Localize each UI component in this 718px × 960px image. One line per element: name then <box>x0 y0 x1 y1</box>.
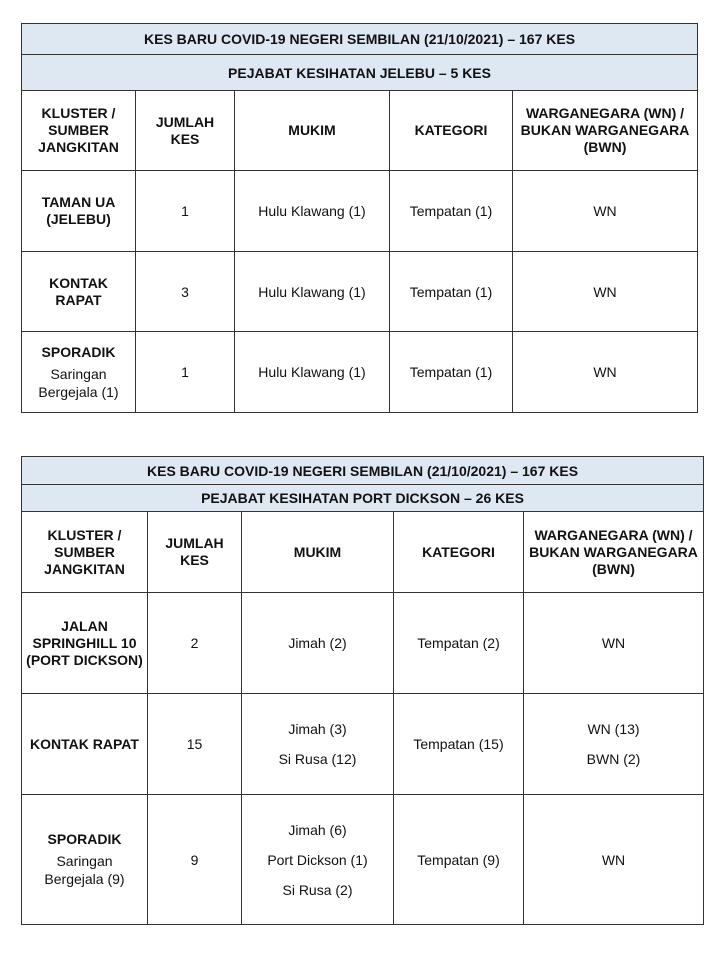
cluster-cell <box>22 171 136 252</box>
cluster-name: SPORADIK <box>41 343 116 360</box>
table-title: KES BARU COVID-19 NEGERI SEMBILAN (21/10/2021) – 167 KES <box>22 24 698 55</box>
jumlah-cell: 1 <box>136 171 235 252</box>
header-mukim: MUKIM <box>235 91 390 171</box>
mukim-entry: Jimah (6) <box>288 821 347 838</box>
cluster-cell <box>22 795 148 925</box>
table-row <box>22 593 704 694</box>
mukim-entry: Si Rusa (12) <box>278 751 357 767</box>
cluster-name: KONTAK RAPAT <box>49 274 108 308</box>
mukim-entry: Port Dickson (1) <box>267 851 368 868</box>
kategori-cell: Tempatan (15) <box>394 694 524 795</box>
kategori-cell: Tempatan (1) <box>390 171 513 252</box>
office-title: PEJABAT KESIHATAN PORT DICKSON – 26 KES <box>22 485 704 512</box>
cluster-name: KONTAK RAPAT <box>30 735 139 752</box>
jumlah-cell: 2 <box>148 593 242 694</box>
cluster-cell <box>22 252 136 332</box>
header-warganegara: WARGANEGARA (WN) / BUKAN WARGANEGARA (BWN) <box>513 91 698 171</box>
cluster-cell <box>22 694 148 795</box>
kategori-cell: Tempatan (1) <box>390 332 513 413</box>
cluster-name: SPORADIK <box>47 831 122 847</box>
table-row <box>22 171 698 252</box>
wn-cell <box>524 694 704 795</box>
mukim-cell <box>242 795 394 925</box>
cluster-subtype: Saringan Bergejala (1) <box>38 365 119 400</box>
wn-cell: WN <box>513 332 698 413</box>
office-title: PEJABAT KESIHATAN JELEBU – 5 KES <box>22 55 698 91</box>
mukim-cell: Hulu Klawang (1) <box>235 252 390 332</box>
wn-cell: WN <box>513 171 698 252</box>
jumlah-cell: 1 <box>136 332 235 413</box>
wn-cell: WN <box>513 252 698 332</box>
table-row <box>22 795 704 925</box>
header-jumlah: JUMLAH KES <box>136 91 235 171</box>
mukim-cell: Hulu Klawang (1) <box>235 171 390 252</box>
kategori-cell: Tempatan (2) <box>394 593 524 694</box>
cluster-cell <box>22 593 148 694</box>
header-kluster: KLUSTER / SUMBER JANGKITAN <box>22 91 136 171</box>
table-row <box>22 694 704 795</box>
table-title: KES BARU COVID-19 NEGERI SEMBILAN (21/10/2021) – 167 KES <box>22 457 704 485</box>
cluster-name: TAMAN UA (JELEBU) <box>41 194 116 227</box>
mukim-cell <box>242 694 394 795</box>
table-row <box>22 332 698 413</box>
kategori-cell: Tempatan (9) <box>394 795 524 925</box>
cluster-cell <box>22 332 136 413</box>
jumlah-cell: 3 <box>136 252 235 332</box>
mukim-cell: Jimah (2) <box>242 593 394 694</box>
kategori-cell: Tempatan (1) <box>390 252 513 332</box>
jumlah-cell: 15 <box>148 694 242 795</box>
wn-cell: WN <box>524 795 704 925</box>
mukim-entry: Si Rusa (2) <box>282 881 353 898</box>
jumlah-cell: 9 <box>148 795 242 925</box>
header-warganegara: WARGANEGARA (WN) / BUKAN WARGANEGARA (BWN) <box>524 512 704 593</box>
header-kategori: KATEGORI <box>390 91 513 171</box>
cluster-subtype: Saringan Bergejala (9) <box>44 853 125 887</box>
header-kategori: KATEGORI <box>394 512 524 593</box>
mukim-cell: Hulu Klawang (1) <box>235 332 390 413</box>
header-jumlah: JUMLAH KES <box>148 512 242 593</box>
wn-cell: WN <box>524 593 704 694</box>
table-row <box>22 252 698 332</box>
jelebu-cases-table <box>21 23 698 413</box>
wn-entry: BWN (2) <box>586 751 641 767</box>
header-kluster: KLUSTER / SUMBER JANGKITAN <box>22 512 148 593</box>
wn-entry: WN (13) <box>587 721 640 737</box>
cluster-name: JALAN SPRINGHILL 10 (PORT DICKSON) <box>26 617 143 668</box>
header-mukim: MUKIM <box>242 512 394 593</box>
mukim-entry: Jimah (3) <box>288 721 347 737</box>
port-dickson-cases-table <box>21 456 704 925</box>
